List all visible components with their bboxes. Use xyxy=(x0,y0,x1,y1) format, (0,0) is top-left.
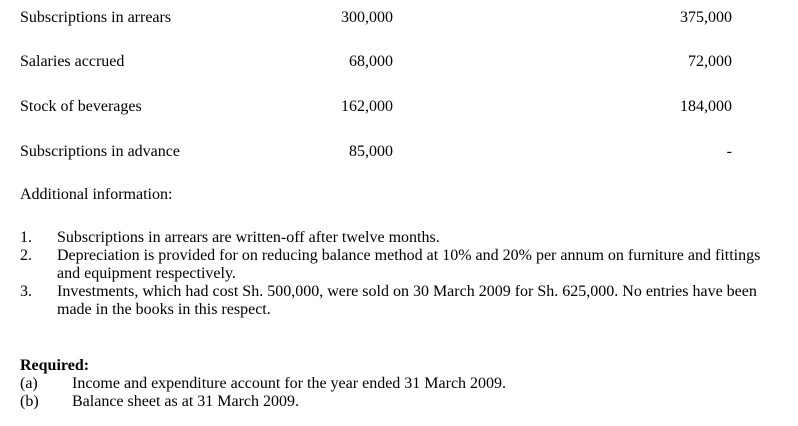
row-label: Subscriptions in advance xyxy=(20,143,180,160)
row-label: Stock of beverages xyxy=(20,98,142,115)
row-value-col1: 300,000 xyxy=(341,9,393,26)
required-section xyxy=(20,357,506,411)
list-item-number: 2. xyxy=(20,247,32,264)
list-item xyxy=(20,393,506,411)
table-row xyxy=(0,97,798,121)
list-item-number: (a) xyxy=(20,375,38,392)
additional-info-heading: Additional information: xyxy=(20,186,173,203)
list-item-number: (b) xyxy=(20,393,39,410)
required-heading: Required: xyxy=(20,357,90,374)
list-item-text: Balance sheet as at 31 March 2009. xyxy=(72,393,300,410)
list-item xyxy=(20,283,780,319)
row-value-col2: 72,000 xyxy=(688,53,732,70)
row-label: Subscriptions in arrears xyxy=(20,9,172,26)
list-item-text: Subscriptions in arrears are written-off after twelve months. xyxy=(57,229,440,246)
table-row xyxy=(0,142,798,166)
list-item-text: Investments, which had cost Sh. 500,000, were sold on 30 March 2009 for Sh. 625,000. No entries have been made in the books in this respect. xyxy=(57,283,757,318)
row-value-col1: 68,000 xyxy=(349,53,393,70)
list-item xyxy=(20,375,506,393)
list-item-number: 1. xyxy=(20,229,32,246)
row-label: Salaries accrued xyxy=(20,53,125,70)
list-item-number: 3. xyxy=(20,283,32,300)
row-value-col2: 375,000 xyxy=(680,9,732,26)
list-item xyxy=(20,229,780,247)
row-value-col1: 162,000 xyxy=(341,98,393,115)
table-row xyxy=(0,8,798,32)
row-value-col2: 184,000 xyxy=(680,98,732,115)
list-item-text: Income and expenditure account for the year ended 31 March 2009. xyxy=(72,375,507,392)
row-value-col1: 85,000 xyxy=(349,143,393,160)
list-item xyxy=(20,247,780,283)
additional-info-list xyxy=(20,229,780,319)
row-value-col2: - xyxy=(726,143,732,160)
table-row xyxy=(0,52,798,76)
list-item-text: Depreciation is provided for on reducing balance method at 10% and 20% per annum on furniture and fittings and equipment respectively. xyxy=(57,247,761,282)
